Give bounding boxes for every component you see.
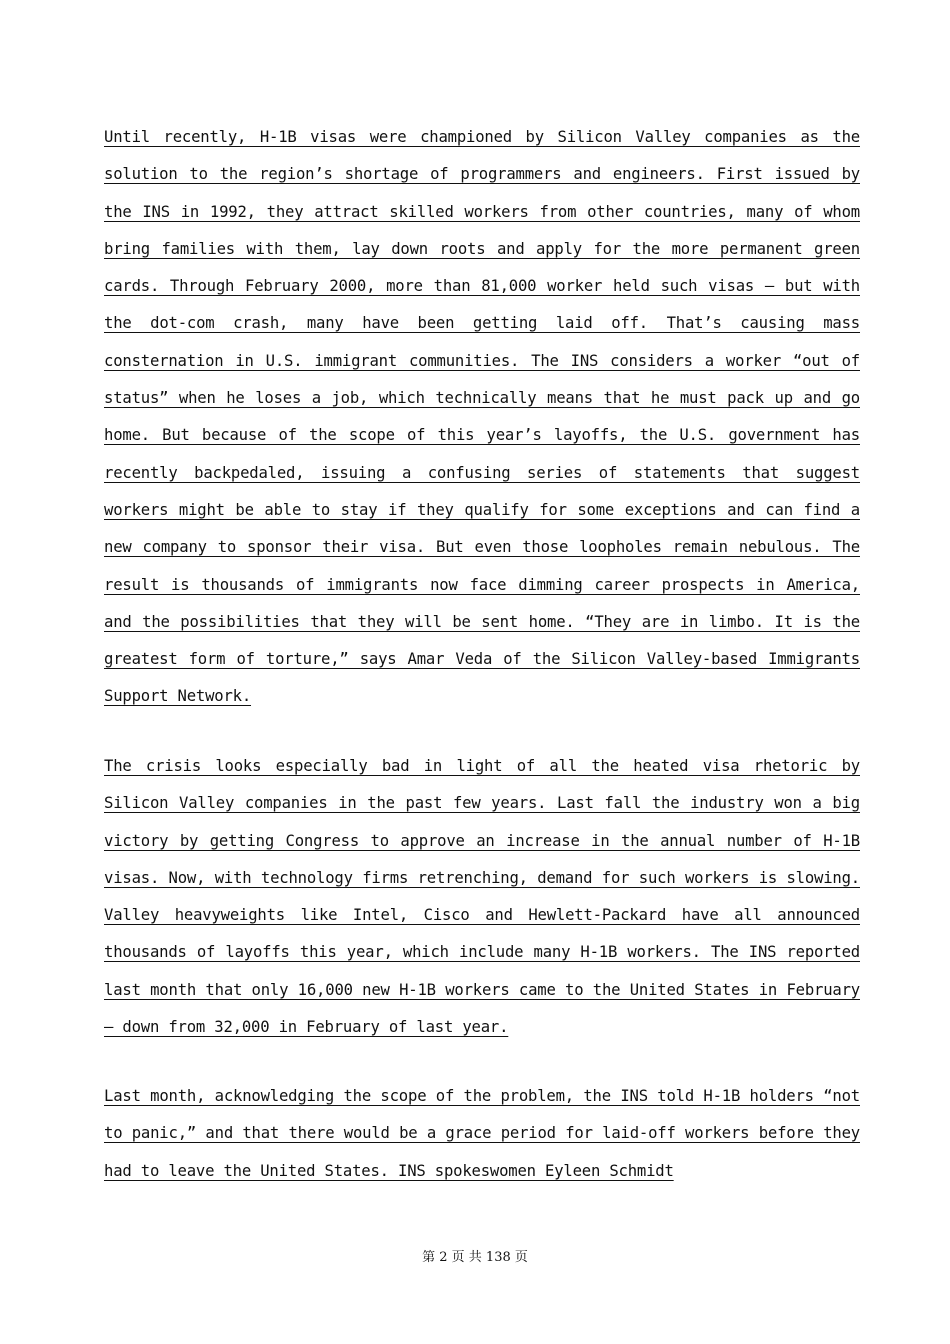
page-number-footer: 第 2 页 共 138 页 <box>422 1250 528 1265</box>
paragraph-3: Last month, acknowledging the scope of the problem, the INS told H-1B holders “not to panic,” and that there would be a grace period for laid-off workers before they had to leave the United States. INS spokeswomen Eyleen Schmidt <box>104 1087 860 1180</box>
paragraph-1: Until recently, H-1B visas were championed by Silicon Valley companies as the solution to the region’s shortage of programmers and engineers. First issued by the INS in 1992, they attract skilled workers from other countries, many of whom bring families with them, lay down roots and apply for the more permanent green cards. Through February 2000, more than 81,000 worker held such visas — but with the dot-com crash, many have been getting laid off. That’s causing mass consternation in U.S. immigrant communities. The INS considers a worker “out of status” when he loses a job, which technically means that he must pack up and go home. But because of the scope of this year’s layoffs, the U.S. government has recently backpedaled, issuing a confusing series of statements that suggest workers might be able to stay if they qualify for some exceptions and can find a new company to sponsor their visa. But even those loopholes remain nebulous. The result is thousands of immigrants now face dimming career prospects in America, and the possibilities that they will be sent home. “They are in limbo. It is the greatest form of torture,” says Amar Veda of the Silicon Valley-based Immigrants Support Network. <box>104 128 860 706</box>
paragraph-2: The crisis looks especially bad in light of all the heated visa rhetoric by Silicon Valley companies in the past few years. Last fall the industry won a big victory by getting Congress to approve an increase in the annual number of H-1B visas. Now, with technology firms retrenching, demand for such workers is slowing. Valley heavyweights like Intel, Cisco and Hewlett-Packard have all announced thousands of layoffs this year, which include many H-1B workers. The INS reported last month that only 16,000 new H-1B workers came to the United States in February — down from 32,000 in February of last year. <box>104 757 860 1037</box>
